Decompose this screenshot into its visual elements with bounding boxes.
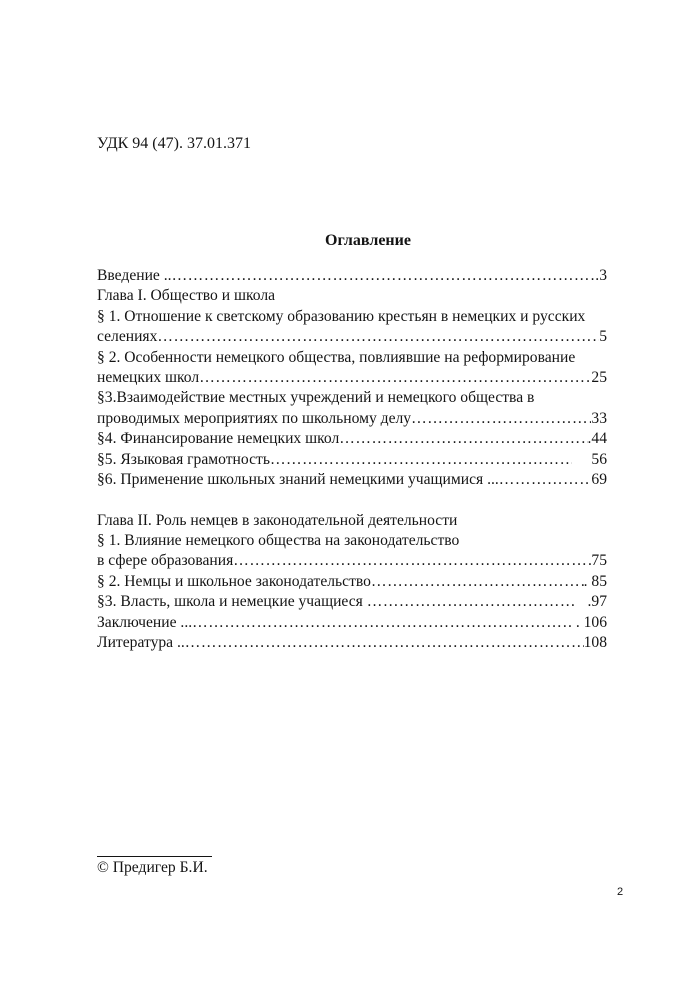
toc-entry-label: §3.Взаимодействие местных учреждений и немецкого общества в — [97, 389, 535, 407]
toc-leader-dots — [270, 450, 572, 470]
toc-leader-dots — [185, 633, 584, 653]
toc-page-number: .44 — [587, 430, 607, 448]
toc-page-number: 56 — [571, 450, 607, 468]
toc-entry-conclusion — [97, 613, 607, 633]
toc-entry-label: §4. Финансирование немецких школ — [97, 430, 340, 448]
toc-entry-2-3 — [97, 592, 607, 612]
toc-page-number: .3 — [595, 267, 607, 284]
page-number: 2 — [617, 886, 624, 898]
toc-entry-label: § 1. Отношение к светскому образованию крестьян в немецких и русских — [97, 307, 586, 325]
toc-entry-1-4 — [97, 429, 607, 449]
toc-entry-2-2 — [97, 572, 607, 592]
toc-page-number: 33 — [591, 409, 607, 427]
toc-entry-label: §3. Власть, школа и немецкие учащиеся — [97, 593, 367, 611]
toc-entry-1-5 — [97, 450, 607, 470]
toc-entry-label: Глава II. Роль немцев в законодательной деятельности — [97, 511, 458, 529]
toc-leader-dots — [371, 572, 584, 592]
toc-title: Оглавление — [325, 232, 411, 249]
toc-entry-label: § 2. Немцы и школьное законодательство — [97, 572, 371, 590]
toc-chapter-1-title — [97, 286, 607, 306]
toc-page-number: . . 106 — [568, 613, 607, 631]
toc-entry-label: селениях — [97, 328, 158, 346]
toc-entry-label: проводимых мероприятиях по школьному делу — [97, 409, 412, 427]
toc-entry-label: §5. Языковая грамотность — [97, 450, 270, 468]
toc-page-number: 75 — [591, 552, 607, 570]
udk-code: УДК 94 (47). 37.01.371 — [97, 135, 251, 152]
toc-page-number: 108 — [583, 634, 607, 652]
toc-entry-label: Заключение ... — [97, 613, 193, 631]
toc-leader-dots — [233, 551, 591, 571]
toc-leader-dots — [411, 409, 591, 429]
toc-page-number: 25 — [591, 368, 607, 386]
toc-leader-dots — [199, 368, 591, 388]
toc-leader-dots — [499, 470, 592, 490]
toc-entry-label: § 1. Влияние немецкого общества на законодательство — [97, 532, 460, 550]
toc-leader-dots — [157, 327, 599, 347]
toc-entry-1-2-line-1 — [97, 348, 607, 368]
toc-chapter-2-title — [97, 511, 607, 531]
toc-entry-introduction — [97, 266, 607, 286]
toc-entry-label: § 2. Особенности немецкого общества, повлиявшие на реформирование — [97, 348, 576, 366]
toc-entry-1-3-line-1 — [97, 388, 607, 408]
toc-page-number: .97 — [575, 593, 607, 611]
copyright-footnote: © Предигер Б.И. — [97, 859, 208, 876]
toc-leader-dots — [172, 266, 596, 286]
toc-page-number: . 85 — [583, 572, 607, 590]
footnote-divider — [97, 856, 212, 857]
table-of-contents — [97, 266, 607, 653]
toc-entry-label: Глава I. Общество и школа — [97, 287, 276, 305]
toc-entry-label: §6. Применение школьных знаний немецкими учащимися ... — [97, 470, 499, 488]
toc-spacer — [97, 490, 607, 510]
toc-leader-dots — [339, 429, 587, 449]
toc-page-number: 69 — [591, 470, 607, 488]
toc-page-number: 5 — [599, 328, 607, 346]
toc-entry-label: Введение .. — [97, 267, 172, 284]
toc-leader-dots — [192, 613, 568, 633]
toc-entry-1-3-line-2 — [97, 409, 607, 429]
toc-entry-label: немецких школ — [97, 368, 200, 386]
toc-entry-1-6 — [97, 470, 607, 490]
toc-entry-literature — [97, 633, 607, 653]
toc-leader-dots — [367, 592, 576, 612]
toc-entry-1-1-line-2 — [97, 327, 607, 347]
toc-entry-2-1-line-2 — [97, 551, 607, 571]
toc-entry-label: Литература .. — [97, 634, 185, 652]
toc-entry-1-1-line-1 — [97, 307, 607, 327]
toc-entry-1-2-line-2 — [97, 368, 607, 388]
toc-entry-2-1-line-1 — [97, 531, 607, 551]
toc-entry-label: в сфере образования — [97, 552, 234, 570]
